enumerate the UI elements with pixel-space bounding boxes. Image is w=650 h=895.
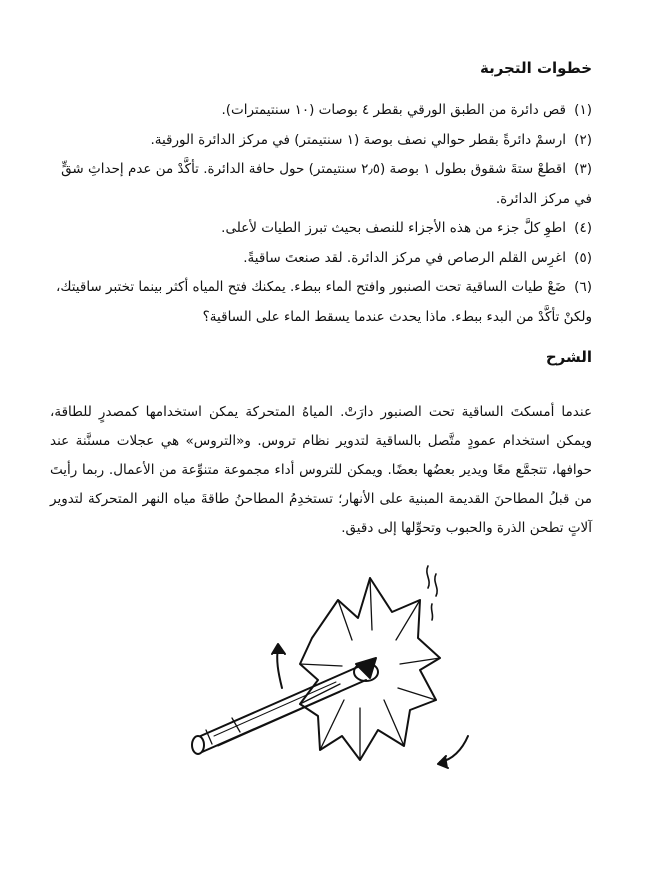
- step-text: ارسمْ دائرةً بقطر حوالي نصف بوصة (١ سنتيمتر) في مركز الدائرة الورقية.: [150, 131, 566, 148]
- step-item-6: [50, 273, 592, 332]
- step-text: اقطعْ ستةَ شقوق بطول ١ بوصة (٢٫٥ سنتيمتر) حول حافة الدائرة. تأكَّدْ من عدم إحداثِ شقٍّ في مركز الدائرة.: [61, 161, 592, 207]
- explanation-paragraph: عندما أمسكتَ الساقية تحت الصنبور دارَتْ. المياهُ المتحركة يمكن استخدامها كمصدرٍ للطاقة، ويمكن استخدام عمودٍ متَّصل بالساقية لتدوير نظام تروس. و«التروس» هي عجلات مسنَّنة عند حوافها، تتجمَّع معًا ويدير بعضُها بعضًا. ويمكن للتروس أداء مجموعة متنوِّعة من الأعمال. ربما رأيتَ من قبلُ المطاحنَ القديمة المبنية على الأنهار؛ تستخدِمُ المطاحنُ طاقةَ مياه النهر المتحركة لتدوير آلاتٍ تطحن الذرة والحبوب وتحوِّلها إلى دقيق.: [50, 403, 592, 536]
- step-text: قص دائرة من الطبق الورقي بقطر ٤ بوصات (١٠ سنتيمترات).: [221, 102, 566, 118]
- step-number: (٢): [574, 131, 592, 148]
- step-number: (٣): [574, 161, 592, 177]
- explanation-heading: الشرح: [545, 348, 592, 366]
- step-text: اغرِس القلم الرصاص في مركز الدائرة. لقد صنعتَ ساقيةً.: [243, 249, 566, 266]
- step-number: (٥): [574, 249, 592, 266]
- step-text: اطوِ كلَّ جزء من هذه الأجزاء للنصف بحيث تبرز الطيات لأعلى.: [221, 220, 566, 236]
- paper-waterwheel-on-pencil-illustration: [0, 560, 650, 800]
- step-item-2: [50, 126, 592, 156]
- step-item-1: [50, 96, 592, 126]
- step-number: (٤): [574, 220, 592, 236]
- step-item-3: [50, 155, 592, 214]
- step-item-5: [50, 244, 592, 274]
- step-number: (١): [574, 102, 592, 118]
- step-number: (٦): [574, 279, 592, 295]
- step-item-4: [50, 214, 592, 244]
- water-drips-icon: [427, 566, 437, 620]
- steps-list: [50, 96, 592, 332]
- step-text: ضَعْ طيات الساقية تحت الصنبور وافتح الماء ببطء. يمكنك فتح المياه أكثر بينما تختبر ساقيتك، ولكنْ تأكَّدْ من البدء ببطء. ماذا يحدث عندما يسقط الماء على الساقية؟: [55, 279, 592, 325]
- steps-heading: خطوات التجربة: [479, 59, 592, 77]
